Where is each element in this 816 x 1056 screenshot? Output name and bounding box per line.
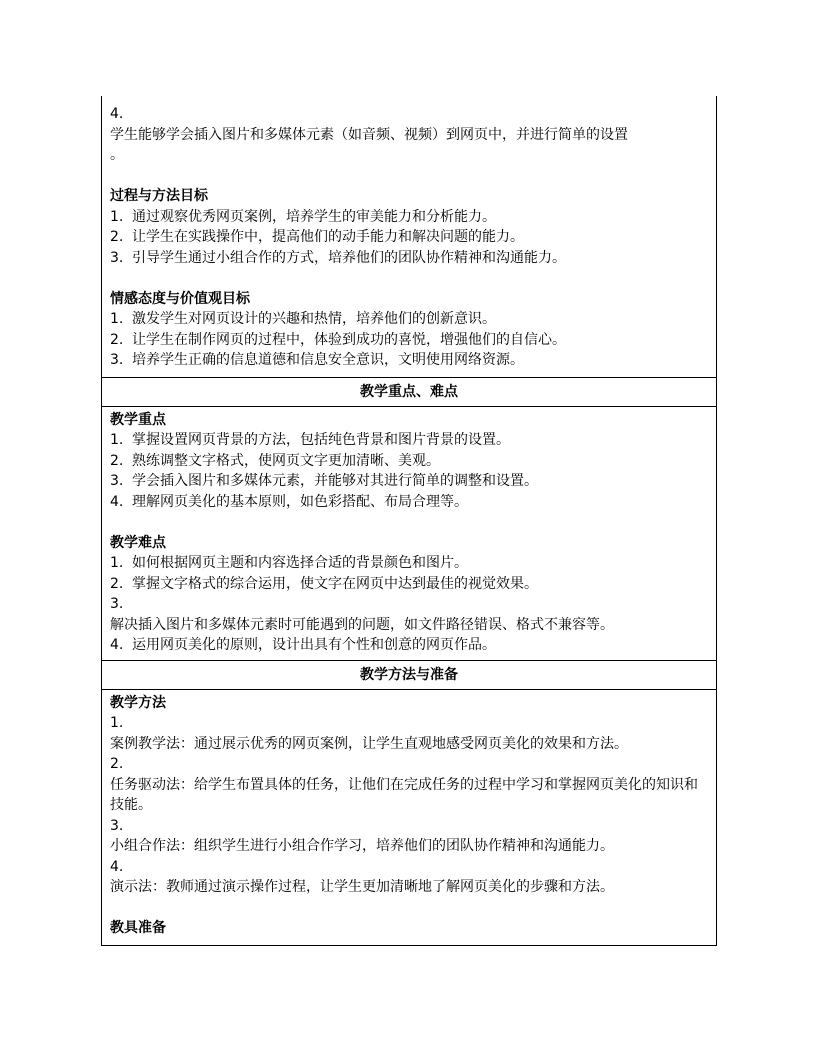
key-difficulty-cell xyxy=(102,407,716,660)
list-item: 4. 理解网页美化的基本原则，如色彩搭配、布局合理等。 xyxy=(110,493,468,510)
knowledge-item-4-tail: 。 xyxy=(110,147,124,163)
difficulty-item-3-text: 解决插入图片和多媒体元素时可能遇到的问题，如文件路径错误、格式不兼容等。 xyxy=(110,616,614,633)
knowledge-item-4-text: 学生能够学会插入图片和多媒体元素（如音频、视频）到网页中，并进行简单的设置 xyxy=(110,126,628,143)
method-3-number: 3. xyxy=(110,817,124,834)
objectives-cell xyxy=(102,96,716,377)
method-1-number: 1. xyxy=(110,715,124,731)
list-item: 3. 引导学生通过小组合作的方式，培养他们的团队协作精神和沟通能力。 xyxy=(110,249,566,266)
knowledge-item-4-number: 4. xyxy=(110,106,124,122)
section-header-key-difficulty: 教学重点、难点 xyxy=(102,377,716,407)
method-2-text: 任务驱动法：给学生布置具体的任务，让他们在完成任务的过程中学习和掌握网页美化的知识和技能。 xyxy=(110,776,698,813)
lesson-plan-table xyxy=(101,96,717,946)
section-header-methods: 教学方法与准备 xyxy=(102,660,716,690)
method-3-text: 小组合作法：组织学生进行小组合作学习，培养他们的团队协作精神和沟通能力。 xyxy=(110,838,614,854)
prep-heading: 教具准备 xyxy=(110,920,166,936)
methods-heading: 教学方法 xyxy=(110,694,166,711)
methods-cell xyxy=(102,690,716,945)
list-item: 3. 培养学生正确的信息道德和信息安全意识，文明使用网络资源。 xyxy=(110,352,524,368)
difficulty-item-3-number: 3. xyxy=(110,596,124,612)
list-item: 2. 熟练调整文字格式，使网页文字更加清晰、美观。 xyxy=(110,452,440,469)
list-item: 3. 学会插入图片和多媒体元素，并能够对其进行简单的调整和设置。 xyxy=(110,473,538,489)
emotion-goals-heading: 情感态度与价值观目标 xyxy=(110,290,250,307)
list-item: 1. 掌握设置网页背景的方法，包括纯色背景和图片背景的设置。 xyxy=(110,432,510,448)
list-item: 2. 让学生在实践操作中，提高他们的动手能力和解决问题的能力。 xyxy=(110,229,524,245)
list-item: 1. 激发学生对网页设计的兴趣和热情，培养他们的创新意识。 xyxy=(110,311,496,327)
list-item: 2. 掌握文字格式的综合运用，使文字在网页中达到最佳的视觉效果。 xyxy=(110,575,538,592)
difficulty-heading: 教学难点 xyxy=(110,534,166,551)
process-goals-heading: 过程与方法目标 xyxy=(110,188,208,204)
list-item: 1. 如何根据网页主题和内容选择合适的背景颜色和图片。 xyxy=(110,555,468,571)
key-points-heading: 教学重点 xyxy=(110,411,166,428)
method-2-number: 2. xyxy=(110,756,124,772)
list-item: 1. 通过观察优秀网页案例，培养学生的审美能力和分析能力。 xyxy=(110,208,496,225)
method-1-text: 案例教学法：通过展示优秀的网页案例，让学生直观地感受网页美化的效果和方法。 xyxy=(110,735,628,752)
list-item: 4. 运用网页美化的原则，设计出具有个性和创意的网页作品。 xyxy=(110,637,496,653)
method-4-text: 演示法：教师通过演示操作过程，让学生更加清晰地了解网页美化的步骤和方法。 xyxy=(110,879,614,895)
list-item: 2. 让学生在制作网页的过程中，体验到成功的喜悦，增强他们的自信心。 xyxy=(110,331,566,348)
method-4-number: 4. xyxy=(110,858,124,875)
